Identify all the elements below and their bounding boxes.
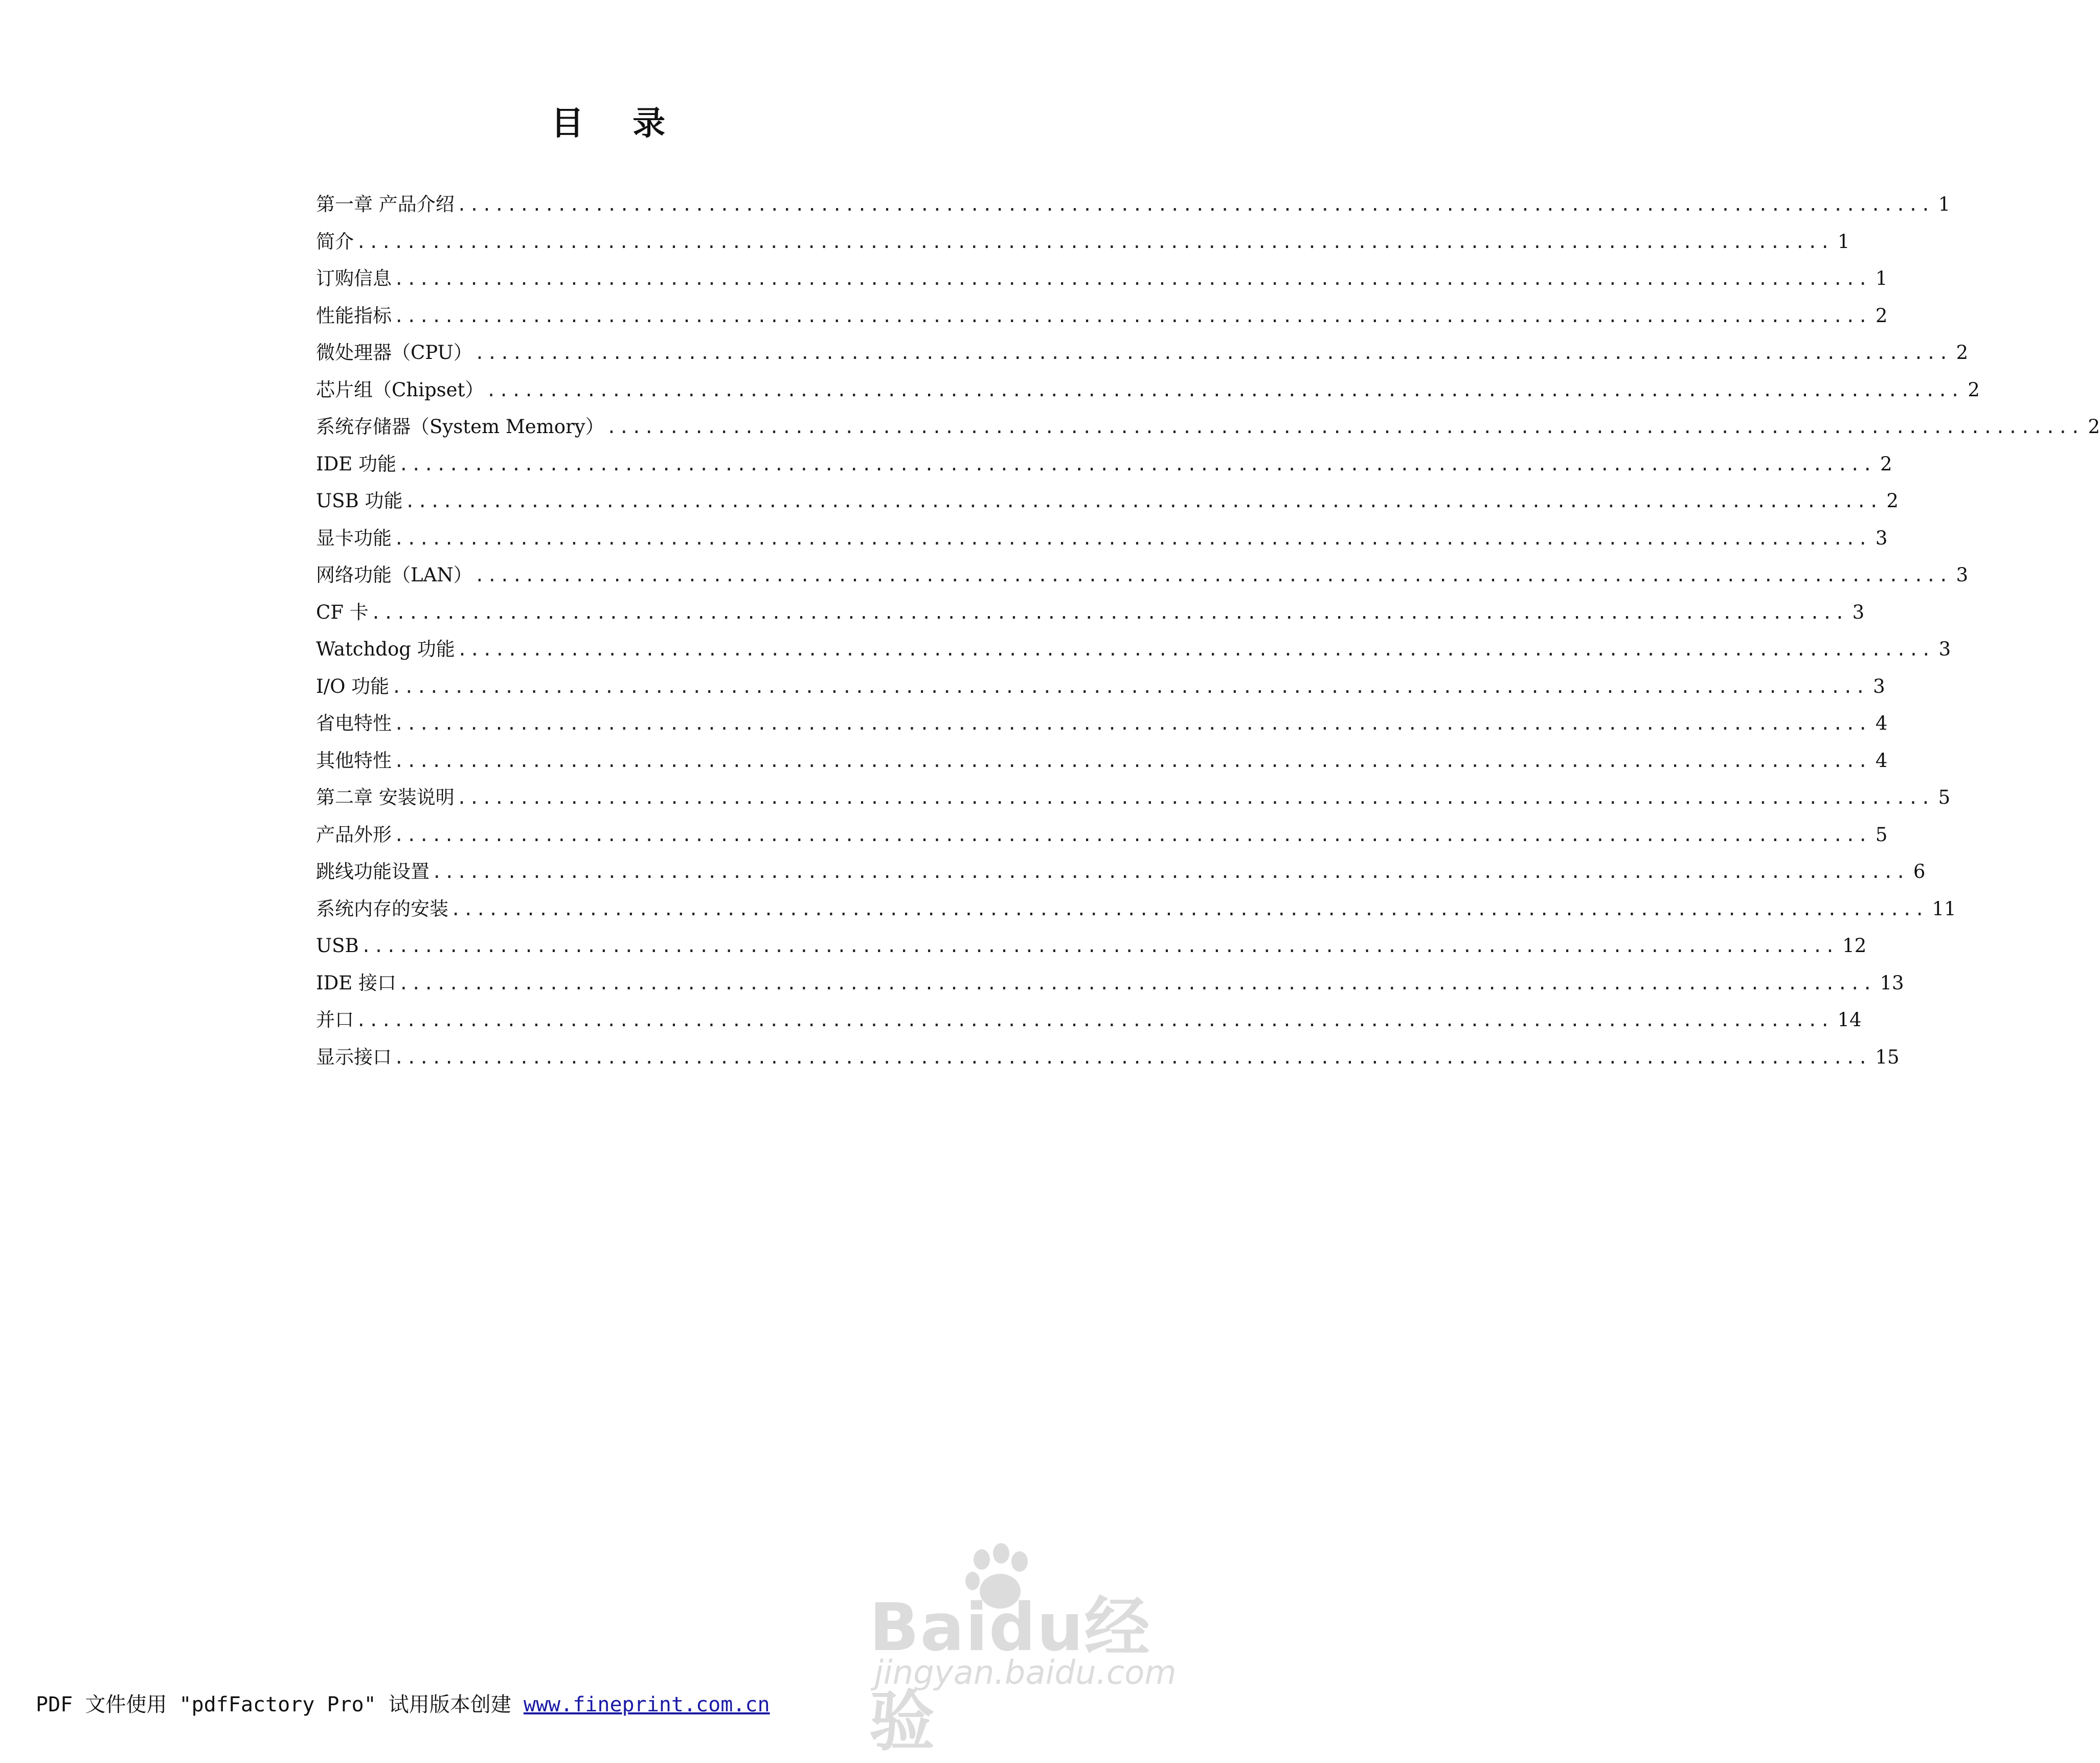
toc-entry[interactable] [316, 557, 1969, 594]
toc-dot-leader: ...................................................................................................................... [474, 343, 1951, 364]
watermark-logo: Baidu经验 [869, 1590, 1151, 1760]
toc-entry-label: 跳线功能设置 [316, 861, 430, 883]
toc-entry[interactable] [316, 631, 1951, 668]
toc-entry[interactable] [316, 668, 1885, 706]
toc-entry-page: 4 [1875, 749, 1888, 772]
toc-entry[interactable] [316, 1039, 1900, 1076]
toc-entry-label: 网络功能（LAN） [316, 564, 472, 586]
toc-entry-page: 11 [1932, 897, 1956, 920]
toc-entry-label: USB [316, 935, 359, 957]
toc-entry-label: 第二章 安装说明 [316, 786, 455, 808]
footer-text: PDF 文件使用 "pdfFactory Pro" 试用版本创建 [36, 1693, 524, 1716]
toc-dot-leader: ...................................................................................................................... [394, 269, 1870, 289]
toc-entry-page: 2 [1968, 378, 1980, 401]
watermark-url: jingyan.baidu.com [874, 1654, 1177, 1692]
toc-dot-leader: ...................................................................................................................... [474, 566, 1951, 586]
toc-entry-label: 其他特性 [316, 749, 392, 772]
toc-entry[interactable] [316, 446, 1892, 483]
toc-entry[interactable] [316, 520, 1888, 557]
toc-entry-page: 3 [1852, 601, 1865, 623]
toc-dot-leader: ...................................................................................................................... [394, 825, 1870, 846]
toc-entry[interactable] [316, 817, 1888, 854]
toc-dot-leader: ...................................................................................................................... [360, 936, 1838, 957]
toc-entry-label: 省电特性 [316, 712, 392, 734]
toc-entry-label: I/O 功能 [316, 675, 390, 697]
toc-entry[interactable] [316, 260, 1888, 298]
toc-dot-leader: ...................................................................................................................... [432, 862, 1908, 883]
toc-dot-leader: ...................................................................................................................... [394, 528, 1870, 549]
toc-entry-page: 1 [1875, 267, 1888, 289]
toc-entry-page: 3 [1873, 675, 1885, 697]
toc-entry-page: 2 [1875, 304, 1888, 327]
toc-entry-page: 4 [1875, 712, 1888, 734]
toc-entry[interactable] [316, 186, 1951, 223]
toc-entry-label: 系统存储器（System Memory） [316, 416, 604, 438]
toc-dot-leader: ...................................................................................................................... [404, 491, 1881, 512]
toc-entry[interactable] [316, 409, 2100, 446]
toc-dot-leader: ...................................................................................................................... [456, 195, 1933, 215]
toc-entry[interactable] [316, 298, 1888, 335]
toc-entry-page: 2 [1880, 453, 1892, 475]
toc-dot-leader: ...................................................................................................................... [391, 676, 1868, 697]
toc-entry-page: 3 [1875, 527, 1888, 549]
toc-entry-label: 订购信息 [316, 267, 392, 289]
toc-entry[interactable] [316, 742, 1888, 780]
footer-link[interactable]: www.fineprint.com.cn [523, 1693, 770, 1716]
toc-entry[interactable] [316, 594, 1865, 631]
toc-dot-leader: ...................................................................................................................... [606, 417, 2083, 438]
toc-dot-leader: ...................................................................................................................... [356, 1010, 1833, 1031]
toc-dot-leader: ...................................................................................................................... [394, 306, 1870, 327]
toc-entry-page: 13 [1880, 971, 1904, 994]
toc-entry-label: 简介 [316, 230, 354, 253]
toc-entry-label: Watchdog 功能 [316, 638, 455, 660]
toc-entry-page: 2 [1886, 490, 1899, 512]
toc-dot-leader: ...................................................................................................................... [394, 1047, 1870, 1068]
toc-entry[interactable] [316, 779, 1951, 817]
toc-entry[interactable] [316, 223, 1850, 261]
toc-dot-leader: ...................................................................................................................... [370, 602, 1847, 623]
toc-entry-label: 系统内存的安装 [316, 897, 448, 920]
pdf-footer [36, 1688, 770, 1717]
toc-entry-label: CF 卡 [316, 601, 369, 623]
toc-entry-label: 第一章 产品介绍 [316, 193, 455, 215]
toc-dot-leader: ...................................................................................................................... [356, 232, 1833, 253]
table-of-contents [316, 186, 2100, 1076]
toc-entry-label: 微处理器（CPU） [316, 342, 472, 364]
toc-dot-leader: ...................................................................................................................... [394, 714, 1870, 734]
toc-entry-label: IDE 功能 [316, 453, 397, 475]
toc-entry-label: 并口 [316, 1009, 354, 1031]
toc-entry-page: 1 [1837, 230, 1850, 253]
toc-entry-page: 15 [1875, 1046, 1900, 1068]
toc-entry-label: 性能指标 [316, 304, 392, 327]
toc-entry[interactable] [316, 965, 1904, 1002]
toc-entry-page: 2 [1956, 342, 1969, 364]
toc-entry-page: 5 [1938, 786, 1951, 808]
toc-entry[interactable] [316, 853, 1926, 891]
toc-dot-leader: ...................................................................................................................... [486, 380, 1962, 401]
toc-entry[interactable] [316, 372, 1980, 409]
toc-entry-page: 3 [1956, 564, 1969, 586]
page-title: 目 录 [551, 105, 666, 143]
toc-dot-leader: ...................................................................................................................... [394, 751, 1870, 772]
toc-entry-page: 2 [2088, 416, 2100, 438]
toc-dot-leader: ...................................................................................................................... [398, 973, 1875, 994]
toc-entry-page: 5 [1875, 823, 1888, 846]
baidu-watermark [869, 1544, 1177, 1760]
toc-dot-leader: ...................................................................................................................... [456, 788, 1933, 808]
toc-entry-page: 3 [1938, 638, 1951, 660]
toc-dot-leader: ...................................................................................................................... [398, 454, 1875, 475]
toc-entry-label: IDE 接口 [316, 971, 397, 994]
toc-entry[interactable] [316, 1002, 1862, 1039]
toc-dot-leader: ...................................................................................................................... [457, 640, 1934, 660]
toc-dot-leader: ...................................................................................................................... [450, 899, 1927, 920]
toc-entry-page: 6 [1913, 861, 1926, 883]
toc-entry[interactable] [316, 483, 1899, 520]
toc-entry-label: 芯片组（Chipset） [316, 378, 484, 401]
toc-entry-label: 产品外形 [316, 823, 392, 846]
toc-entry-page: 1 [1938, 193, 1951, 215]
toc-entry-page: 14 [1837, 1009, 1862, 1031]
toc-entry[interactable] [316, 334, 1969, 372]
toc-entry-label: 显示接口 [316, 1046, 392, 1068]
toc-entry-page: 12 [1842, 935, 1867, 957]
toc-entry[interactable] [316, 928, 1867, 965]
toc-entry-label: 显卡功能 [316, 527, 392, 549]
toc-entry-label: USB 功能 [316, 490, 403, 512]
toc-entry[interactable] [316, 705, 1888, 742]
toc-entry[interactable] [316, 891, 1956, 928]
